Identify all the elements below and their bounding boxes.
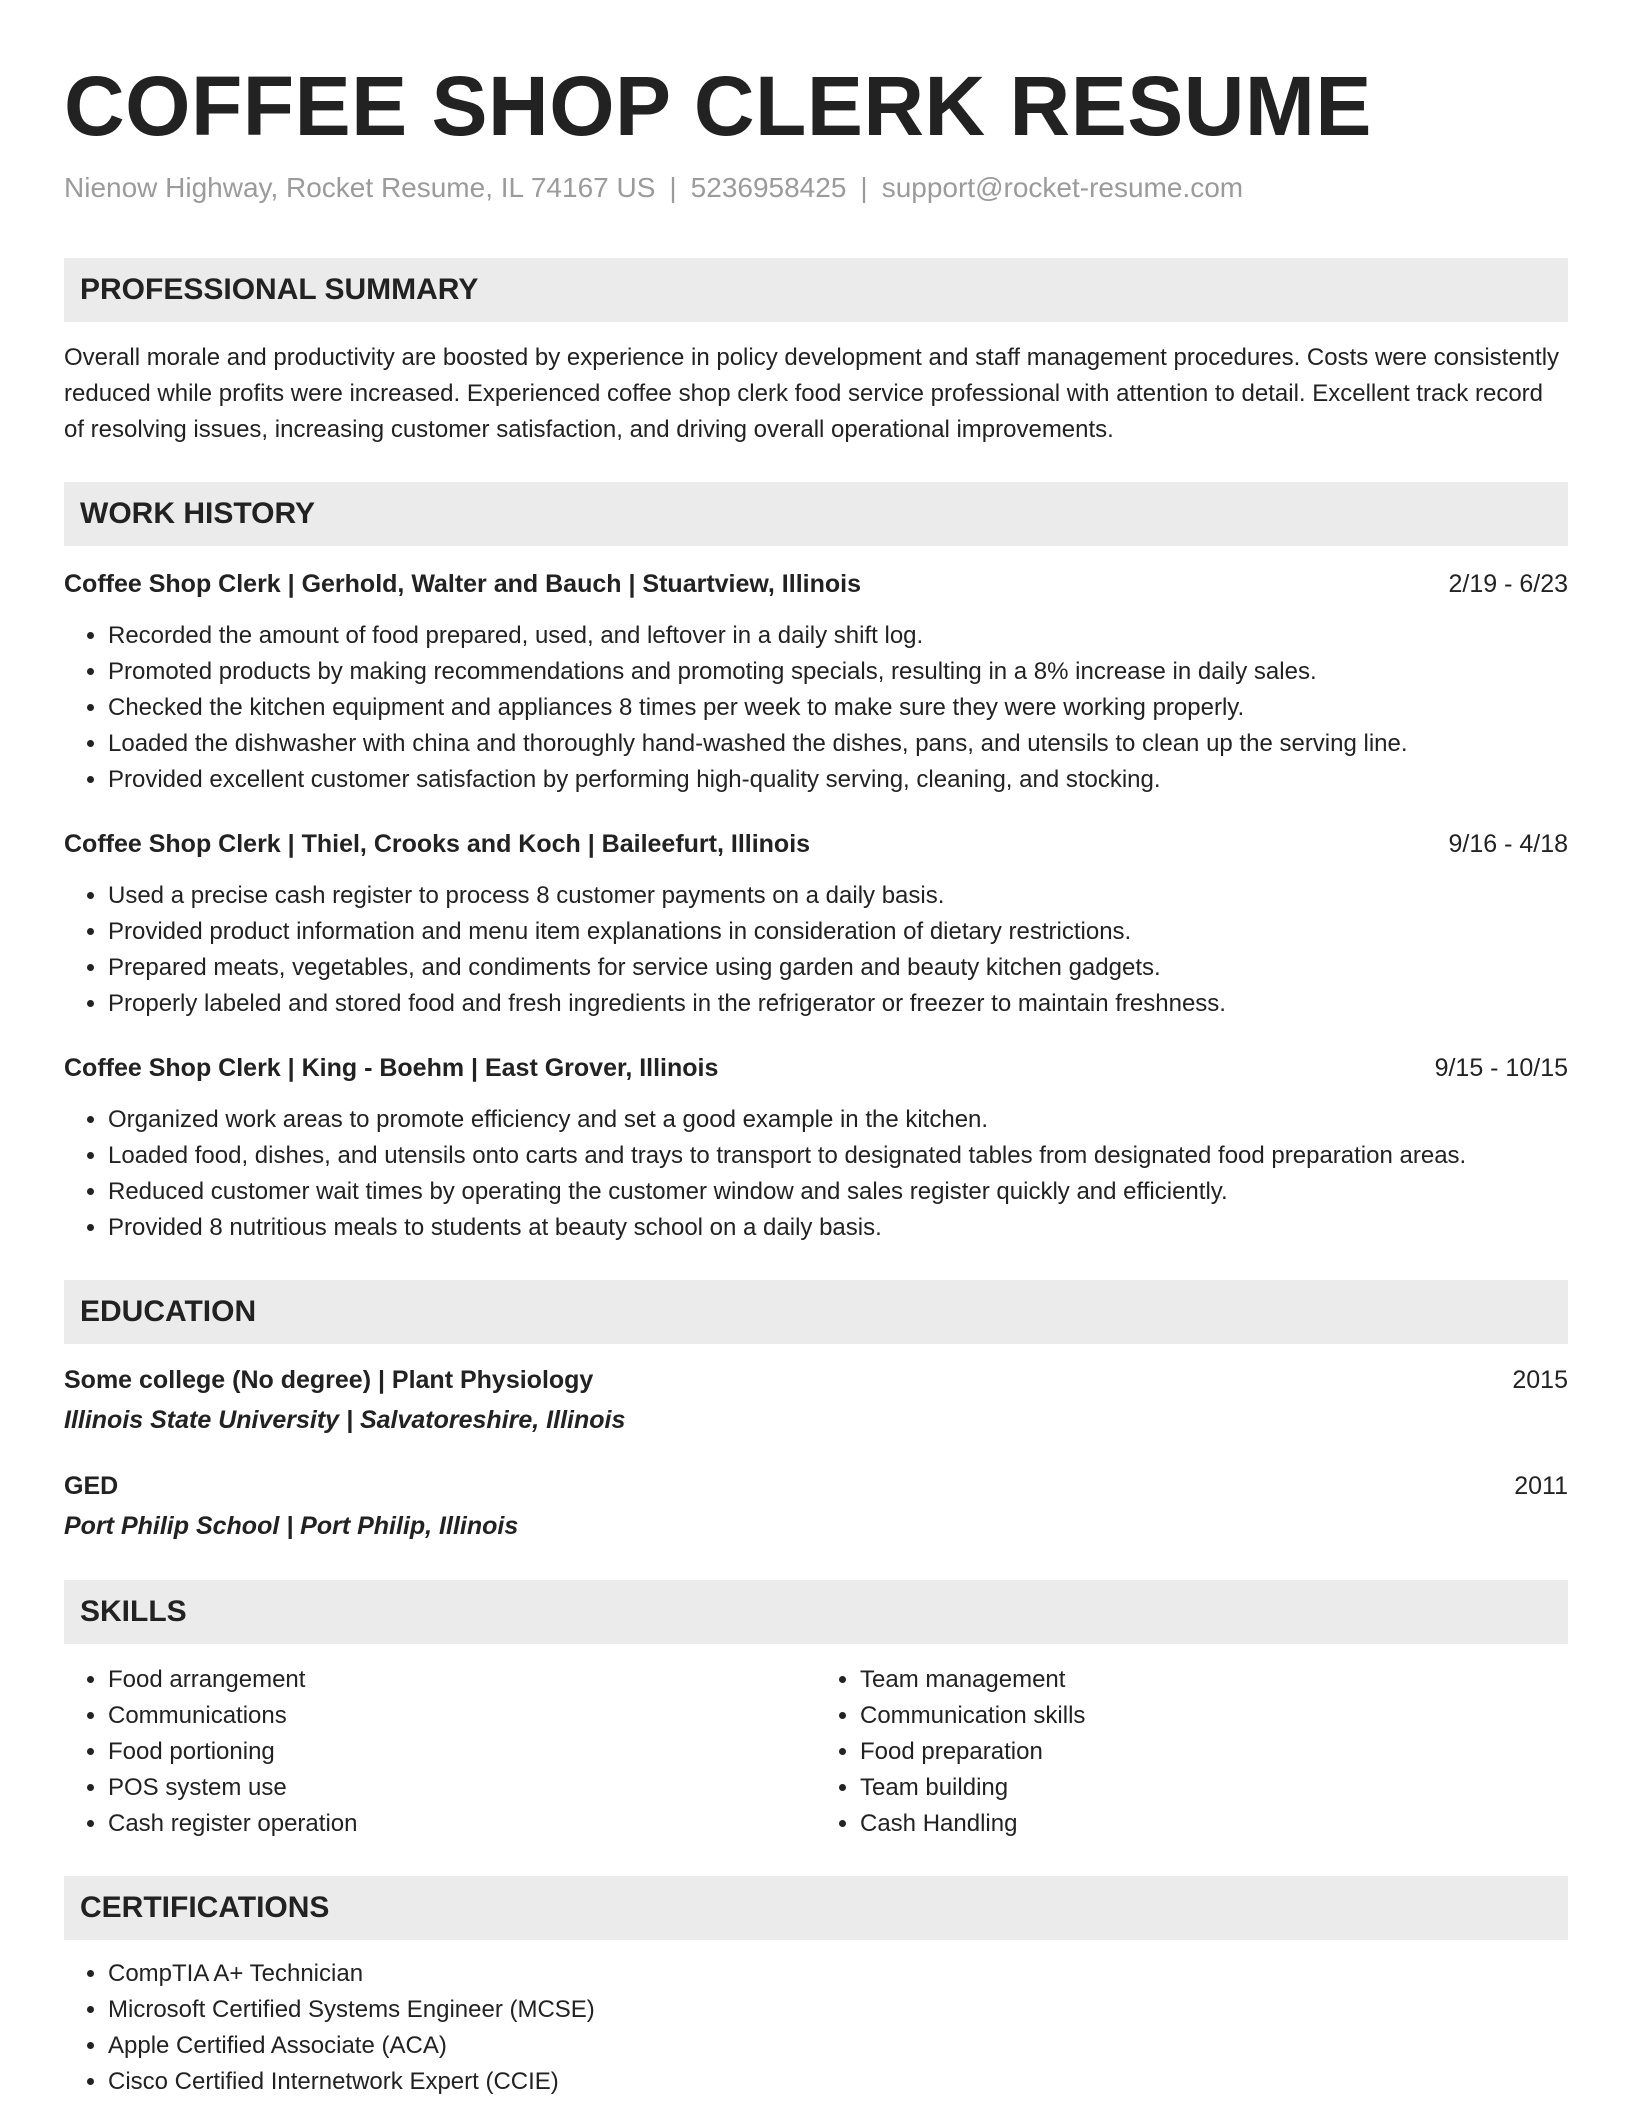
- certification-item: • Cisco Certified Internetwork Expert (CCIE): [108, 2064, 1568, 2100]
- contact-address: Nienow Highway, Rocket Resume, IL 74167 US: [64, 172, 656, 203]
- job-title: Coffee Shop Clerk | Gerhold, Walter and Bauch | Stuartview, Illinois: [64, 570, 861, 598]
- education-school: Port Philip School | Port Philip, Illinois: [64, 1512, 519, 1540]
- skill-item: • Cash register operation: [108, 1806, 816, 1842]
- contact-separator: |: [669, 172, 677, 203]
- education-year: 2015: [1512, 1366, 1568, 1394]
- education-degree: GED: [64, 1472, 119, 1500]
- skill-item: • POS system use: [108, 1770, 816, 1806]
- skill-item: • Food preparation: [860, 1734, 1568, 1770]
- job-bullet: • Promoted products by making recommendations and promoting specials, resulting in a 8% increase in daily sales.: [108, 654, 1568, 690]
- job-entry: [64, 566, 1568, 798]
- job-bullet: • Properly labeled and stored food and fresh ingredients in the refrigerator or freezer to maintain freshness.: [108, 986, 1568, 1022]
- job-entry: [64, 826, 1568, 1022]
- job-title: Coffee Shop Clerk | Thiel, Crooks and Koch | Baileefurt, Illinois: [64, 830, 811, 858]
- job-dates: 9/15 - 10/15: [1434, 1054, 1568, 1082]
- job-bullet: • Checked the kitchen equipment and appliances 8 times per week to make sure they were working properly.: [108, 690, 1568, 726]
- certification-item: • Apple Certified Associate (ACA): [108, 2028, 1568, 2064]
- contact-phone: 5236958425: [690, 172, 847, 203]
- skill-item: • Communications: [108, 1698, 816, 1734]
- job-bullets: [64, 1102, 1568, 1246]
- job-bullet: • Loaded the dishwasher with china and thoroughly hand-washed the dishes, pans, and utensils to clean up the serving line.: [108, 726, 1568, 762]
- job-bullet: • Reduced customer wait times by operating the customer window and sales register quickly and efficiently.: [108, 1174, 1568, 1210]
- skill-item: • Cash Handling: [860, 1806, 1568, 1842]
- job-dates: 9/16 - 4/18: [1448, 830, 1568, 858]
- education-heading: EDUCATION: [64, 1280, 1568, 1344]
- job-bullet: • Provided excellent customer satisfaction by performing high-quality serving, cleaning, and stocking.: [108, 762, 1568, 798]
- education-school: Illinois State University | Salvatoreshire, Illinois: [64, 1406, 626, 1434]
- education-degree: Some college (No degree) | Plant Physiology: [64, 1366, 594, 1394]
- resume-title: COFFEE SHOP CLERK RESUME: [64, 59, 1372, 153]
- job-bullets: [64, 878, 1568, 1022]
- skill-item: • Communication skills: [860, 1698, 1568, 1734]
- skills-grid: [64, 1662, 1568, 1842]
- job-bullet: • Used a precise cash register to process 8 customer payments on a daily basis.: [108, 878, 1568, 914]
- certification-item: • CompTIA A+ Technician: [108, 1956, 1568, 1992]
- certification-item: • Microsoft Certified Systems Engineer (MCSE): [108, 1992, 1568, 2028]
- contact-separator: |: [860, 172, 868, 203]
- skill-item: • Team management: [860, 1662, 1568, 1698]
- job-bullets: [64, 618, 1568, 798]
- skills-list: [816, 1662, 1568, 1842]
- job-dates: 2/19 - 6/23: [1448, 570, 1568, 598]
- summary-text: Overall morale and productivity are boosted by experience in policy development and staff management procedures. Costs were consistently reduced while profits were increased. Experienced coffee shop clerk food service professional with attention to detail. Excellent track record of resolving issues, increasing customer satisfaction, and driving overall operational improvements.: [64, 344, 1560, 443]
- contact-email: support@rocket-resume.com: [881, 172, 1244, 203]
- skills-column-right: [816, 1662, 1568, 1842]
- summary-heading: PROFESSIONAL SUMMARY: [64, 258, 1568, 322]
- job-bullet: • Provided 8 nutritious meals to students at beauty school on a daily basis.: [108, 1210, 1568, 1246]
- skill-item: • Food arrangement: [108, 1662, 816, 1698]
- job-bullet: • Recorded the amount of food prepared, used, and leftover in a daily shift log.: [108, 618, 1568, 654]
- skill-item: • Food portioning: [108, 1734, 816, 1770]
- job-bullet: • Prepared meats, vegetables, and condiments for service using garden and beauty kitchen gadgets.: [108, 950, 1568, 986]
- certifications-list: [64, 1956, 1568, 2100]
- job-bullet: • Loaded food, dishes, and utensils onto carts and trays to transport to designated tables from designated food preparation areas.: [108, 1138, 1568, 1174]
- skills-heading: SKILLS: [64, 1580, 1568, 1644]
- job-entry: [64, 1050, 1568, 1246]
- job-bullet: • Organized work areas to promote efficiency and set a good example in the kitchen.: [108, 1102, 1568, 1138]
- job-title: Coffee Shop Clerk | King - Boehm | East Grover, Illinois: [64, 1054, 719, 1082]
- education-entry: [64, 1362, 1568, 1438]
- education-entry: [64, 1468, 1568, 1544]
- work-history-heading: WORK HISTORY: [64, 482, 1568, 546]
- job-bullet: • Provided product information and menu item explanations in consideration of dietary restrictions.: [108, 914, 1568, 950]
- skills-list: [64, 1662, 816, 1842]
- education-year: 2011: [1514, 1472, 1568, 1500]
- contact-line: [64, 170, 1568, 206]
- skills-column-left: [64, 1662, 816, 1842]
- certifications-heading: CERTIFICATIONS: [64, 1876, 1568, 1940]
- skill-item: • Team building: [860, 1770, 1568, 1806]
